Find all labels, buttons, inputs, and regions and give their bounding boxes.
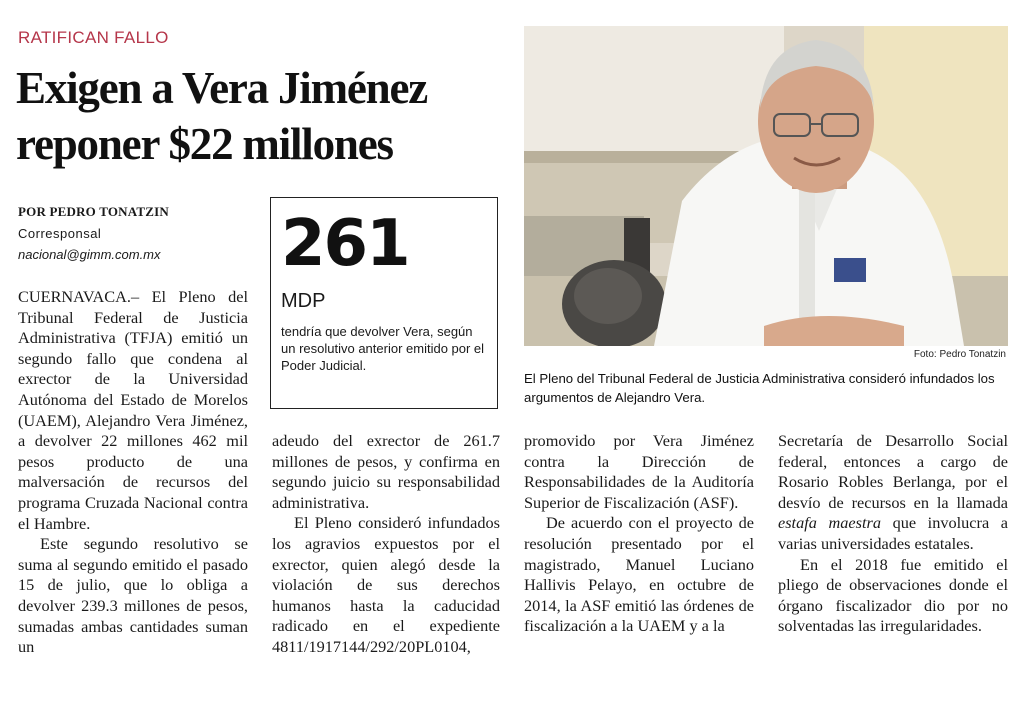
stat-description: tendría que devolver Vera, según un resolutivo anterior emitido por el Poder Judicial.	[281, 324, 485, 373]
headline-line-2: reponer $22 millones	[16, 119, 393, 169]
photo-caption: El Pleno del Tribunal Federal de Justicia Administrativa consideró infundados los argumentos de Alejandro Vera.	[524, 371, 995, 405]
headline	[16, 60, 516, 172]
article-column-1	[18, 287, 248, 658]
article-emphasis: estafa maestra	[778, 513, 881, 533]
article-paragraph: CUERNAVACA.– El Pleno del Tribunal Federal de Justicia Administrativa (TFJA) emitió un segundo fallo que condena al exrector de la Universidad Autónoma del Estado de Morelos (UAEM), Alejandro Vera Jiménez, a devolver 22 millones 462 mil pesos producto de una malversación de recursos del programa Cruzada Nacional contra el Hambre.	[18, 287, 248, 533]
article-paragraph: promovido por Vera Jiménez contra la Dirección de Responsabilidades de la Auditoría Superior de Fiscalización (ASF).	[524, 431, 754, 512]
article-column-3	[524, 431, 754, 637]
article-paragraph: En el 2018 fue emitido el pliego de observaciones donde el órgano fiscalizador dio por no solventadas las irregularidades.	[778, 554, 1008, 636]
article-paragraph: El Pleno consideró infundados los agravios expuestos por el exrector, quien alegó desde la violación de sus derechos humanos hasta la caducidad radicado en el expediente 4811/1917144/292/20PL0104,	[272, 513, 500, 656]
article-paragraph	[778, 431, 1008, 555]
byline-role: Corresponsal	[18, 226, 102, 241]
article-text: que involucra a varias universidades estatales.	[778, 513, 1009, 553]
byline-email: nacional@gimm.com.mx	[18, 247, 161, 262]
article-column-4	[778, 431, 1008, 637]
article-paragraph: De acuerdo con el proyecto de resolución presentado por el magistrado, Manuel Luciano Hallivis Pelayo, en octubre de 2014, la ASF emitió las órdenes de fiscalización a la UAEM y a la	[524, 513, 754, 636]
article-paragraph: Este segundo resolutivo se suma al segundo emitido el pasado 15 de julio, que lo obliga a devolver 239.3 millones de pesos, sumadas ambas cantidades suman un	[18, 534, 248, 657]
headline-line-1: Exigen a Vera Jiménez	[16, 63, 428, 113]
stat-number: 261	[281, 207, 409, 281]
byline-author: POR PEDRO TONATZIN	[18, 204, 169, 219]
stat-unit: MDP	[281, 290, 326, 312]
photo-credit: Foto: Pedro Tonatzin	[913, 349, 1006, 360]
stat-callout-box	[270, 197, 498, 409]
news-photo	[524, 26, 1008, 346]
section-kicker: RATIFICAN FALLO	[18, 28, 169, 47]
article-column-2	[272, 431, 500, 658]
portrait-illustration	[524, 26, 1008, 346]
article-paragraph: adeudo del exrector de 261.7 millones de pesos, y confirma en segundo juicio su responsabilidad administrativa.	[272, 431, 500, 512]
article-text: Secretaría de Desarrollo Social federal, entonces a cargo de Rosario Robles Berlanga, por el desvío de recursos en la llamada	[778, 431, 1008, 512]
